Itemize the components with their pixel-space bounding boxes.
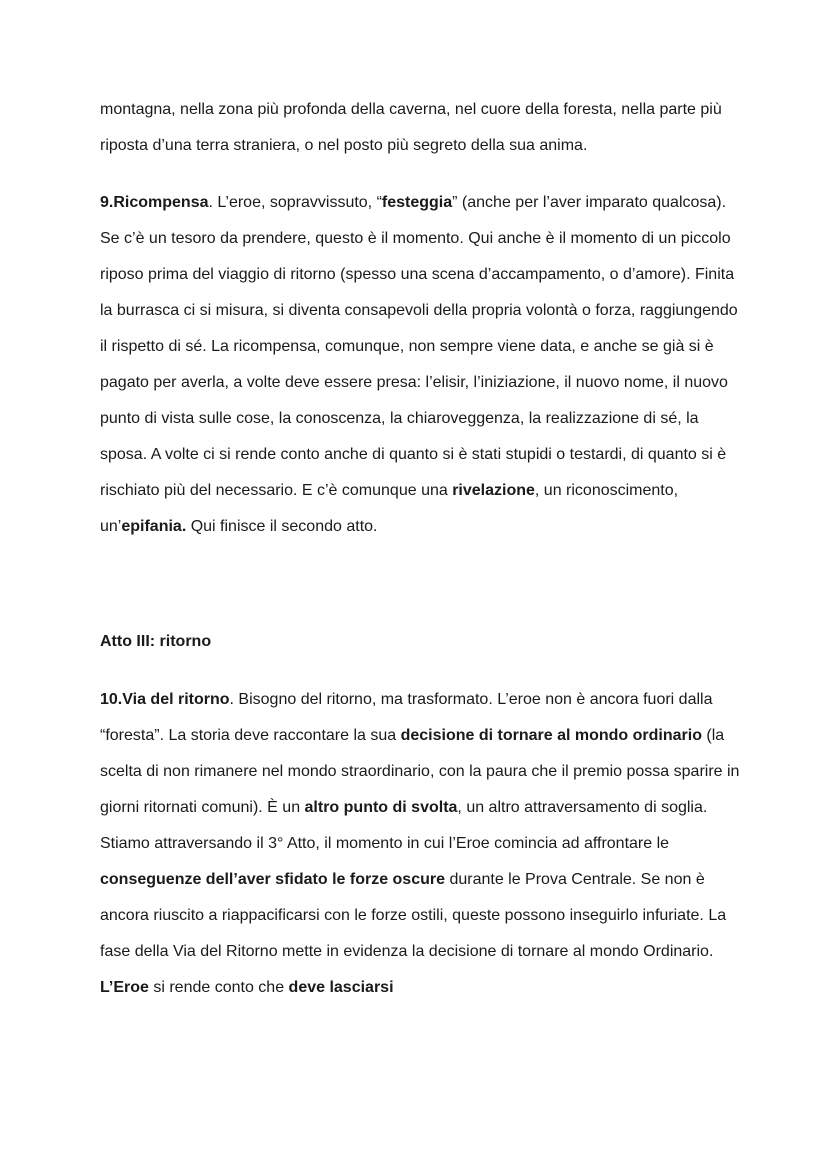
text-run: , un altro attraversamento di soglia. Stiamo attraversando il 3° Atto, il momento in cui l’Eroe comincia ad affrontare le	[100, 799, 708, 852]
paragraph-intro	[100, 92, 740, 164]
text-run: montagna, nella zona più profonda della caverna, nel cuore della foresta, nella parte più riposta d’una terra straniera, o nel posto più segreto della sua anima.	[100, 101, 722, 154]
bold-text-run: L’Eroe	[100, 979, 149, 996]
text-run: . L’eroe, sopravvissuto, “	[208, 194, 382, 211]
document-page	[100, 92, 740, 1006]
section-gap	[100, 545, 740, 624]
bold-text-run: conseguenze dell’aver sfidato le forze oscure	[100, 871, 445, 888]
text-run: Qui finisce il secondo atto.	[186, 518, 378, 535]
heading-atto-3-text: Atto III: ritorno	[100, 633, 212, 650]
heading-atto-3	[100, 624, 740, 660]
bold-text-run: decisione di tornare al mondo ordinario	[400, 727, 702, 744]
paragraph-gap	[100, 660, 740, 682]
bold-text-run: rivelazione	[452, 482, 535, 499]
paragraph-gap	[100, 164, 740, 185]
text-run: si rende conto che	[148, 979, 289, 996]
text-run: . Bisogno del ritorno, ma trasformato. L’eroe non è ancora fuori dalla “foresta”. La storia deve raccontare la sua	[100, 691, 713, 744]
bold-text-run: 10.Via del ritorno	[100, 691, 230, 708]
paragraph-ricompensa	[100, 185, 740, 545]
text-run: ” (anche per l’aver imparato qualcosa). Se c’è un tesoro da prendere, questo è il momento. Qui anche è il momento di un piccolo riposo prima del viaggio di ritorno (spesso una scena d’accampamento, o d’amore). Finita la burrasca ci si misura, si diventa consapevoli della propria volontà o forza, raggiungendo il rispetto di sé. La ricompensa, comunque, non sempre viene data, e anche se già si è pagato per averla, a volte deve essere presa: l’elisir, l’iniziazione, il nuovo nome, il nuovo punto di vista sulle cose, la conoscenza, la chiaroveggenza, la realizzazione di sé, la sposa. A volte ci si rende conto anche di quanto si è stati stupidi o testardi, di quanto si è rischiato più del necessario. E c’è comunque una	[100, 194, 738, 499]
bold-text-run: festeggia	[381, 194, 453, 211]
bold-text-run: altro punto di svolta	[304, 799, 458, 816]
bold-text-run: epifania.	[121, 518, 187, 535]
bold-text-run: 9.Ricompensa	[100, 194, 209, 211]
paragraph-via-del-ritorno	[100, 682, 740, 1006]
text-run: durante le Prova Centrale. Se non è ancora riuscito a riappacificarsi con le forze ostili, queste possono inseguirlo infuriate. La fase della Via del Ritorno mette in evidenza la decisione di tornare al mondo Ordinario.	[100, 871, 727, 960]
text-run: , un riconoscimento, un’	[100, 482, 679, 535]
bold-text-run: deve lasciarsi	[288, 979, 394, 996]
text-run: (la scelta di non rimanere nel mondo straordinario, con la paura che il premio possa sparire in giorni ritornati comuni). È un	[100, 727, 740, 816]
